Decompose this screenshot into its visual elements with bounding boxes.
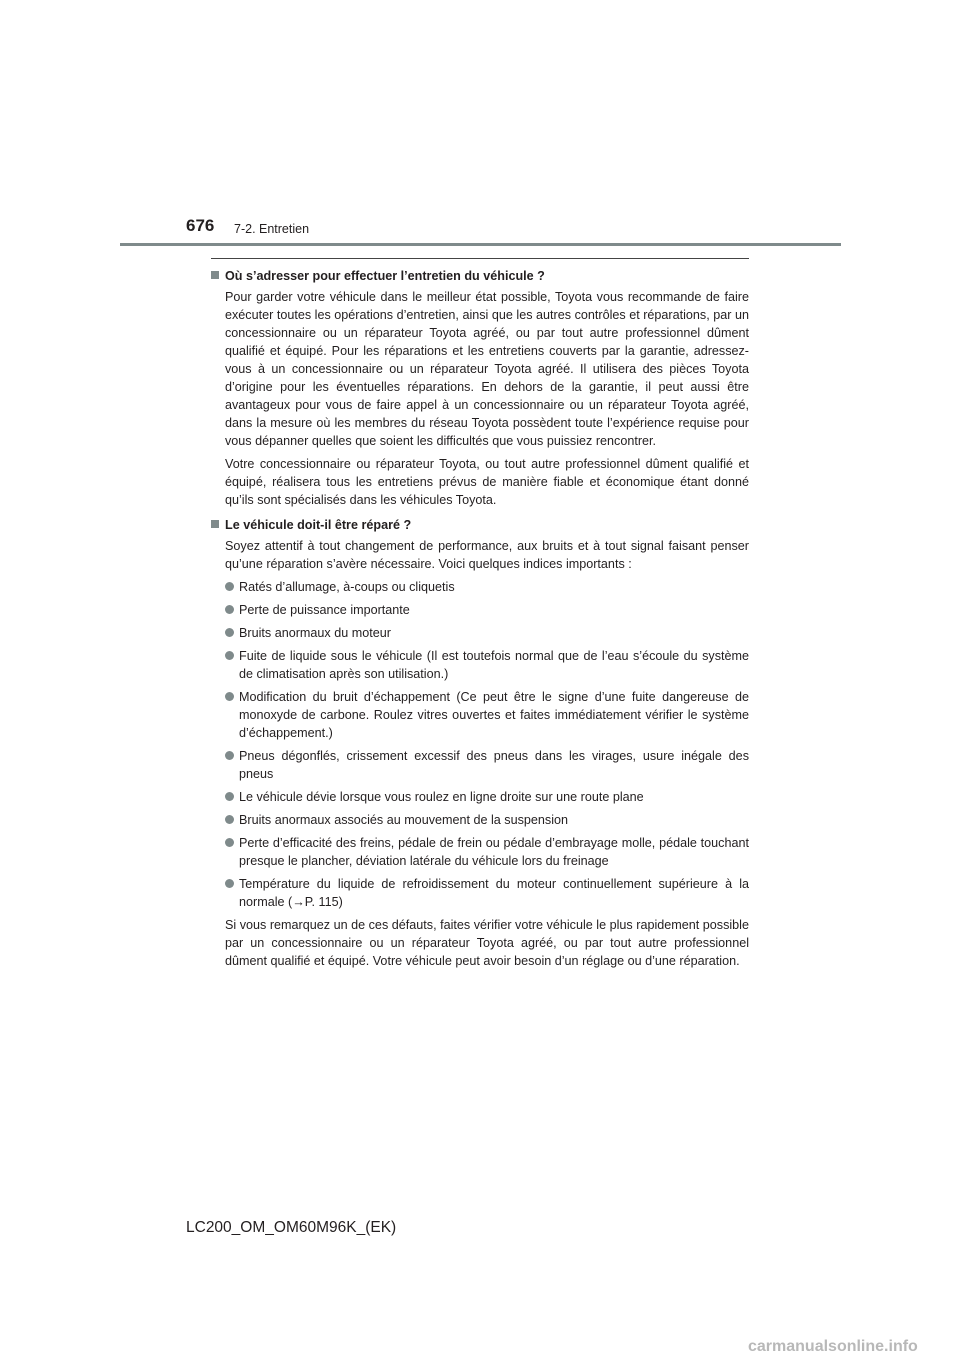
circle-bullet-icon (225, 605, 234, 614)
list-item (225, 601, 749, 619)
list-item-text: Le véhicule dévie lorsque vous roulez en ligne droite sur une route plane (239, 790, 644, 804)
list-item-text: Température du liquide de refroidissement du moteur continuellement supérieure à la normale (→P. 115) (239, 877, 749, 909)
paragraph-repair-outro: Si vous remarquez un de ces défauts, faites vérifier votre véhicule le plus rapidement possible par un concessionnaire ou un réparateur Toyota agréé, ou par tout autre professionnel dûment qualifié et équipé. Votre véhicule peut avoir besoin d’un réglage ou d’une réparation. (225, 918, 749, 968)
circle-bullet-icon (225, 838, 234, 847)
section-heading-repair-needed (211, 516, 749, 534)
list-item-text: Pneus dégonflés, crissement excessif des pneus dans les virages, usure inégale des pneus (239, 749, 749, 781)
square-bullet-icon (211, 271, 219, 279)
list-item-text: Perte de puissance importante (239, 603, 410, 617)
list-item-text: Perte d’efficacité des freins, pédale de frein ou pédale d’embrayage molle, pédale touchant presque le plancher, déviation latérale du véhicule lors du freinage (239, 836, 749, 868)
circle-bullet-icon (225, 879, 234, 888)
list-item-text: Bruits anormaux du moteur (239, 626, 391, 640)
list-item (225, 747, 749, 783)
page-content (211, 267, 749, 975)
circle-bullet-icon (225, 692, 234, 701)
list-item-text: Fuite de liquide sous le véhicule (Il est toutefois normal que de l’eau s’écoule du système de climatisation après son utilisation.) (239, 649, 749, 681)
circle-bullet-icon (225, 792, 234, 801)
circle-bullet-icon (225, 651, 234, 660)
paragraph-dealer-service: Votre concessionnaire ou réparateur Toyota, ou tout autre professionnel dûment qualifié et équipé, réalisera tous les entretiens prévus de manière fiable et économique étant donné qu’ils sont spécialisés dans les véhicules Toyota. (225, 457, 749, 507)
paragraph-repair-intro: Soyez attentif à tout changement de performance, aux bruits et à tout signal faisant penser qu’une réparation s’avère nécessaire. Voici quelques indices importants : (225, 539, 749, 571)
list-item (225, 688, 749, 742)
list-item (225, 834, 749, 870)
circle-bullet-icon (225, 751, 234, 760)
section-heading-maintenance (211, 267, 749, 285)
header-rule (120, 243, 841, 246)
list-item-text: Modification du bruit d’échappement (Ce peut être le signe d’une fuite dangereuse de monoxyde de carbone. Roulez vitres ouvertes et faites immédiatement vérifier le système d’échappement.) (239, 690, 749, 740)
list-item (225, 788, 749, 806)
list-item-text: Ratés d’allumage, à-coups ou cliquetis (239, 580, 455, 594)
list-item (225, 811, 749, 829)
list-item-text: Bruits anormaux associés au mouvement de la suspension (239, 813, 569, 827)
list-item (225, 647, 749, 683)
heading-text: Où s’adresser pour effectuer l’entretien du véhicule ? (225, 269, 545, 283)
list-item (225, 624, 749, 642)
circle-bullet-icon (225, 815, 234, 824)
list-item (225, 578, 749, 596)
square-bullet-icon (211, 520, 219, 528)
heading-text: Le véhicule doit-il être réparé ? (225, 518, 412, 532)
footer-model-code: LC200_OM_OM60M96K_(EK) (186, 1219, 397, 1236)
circle-bullet-icon (225, 582, 234, 591)
list-item (225, 875, 749, 911)
page-number: 676 (186, 216, 215, 235)
paragraph-maintenance-where: Pour garder votre véhicule dans le meilleur état possible, Toyota vous recommande de faire exécuter toutes les opérations d’entretien, ainsi que les autres contrôles et réparations, par un concessionnaire ou un réparateur Toyota agréé, ou par tout autre professionnel dûment qualifié et équipé. Pour les réparations et les entretiens couverts par la garantie, adressez-vous à un concessionnaire ou un réparateur Toyota agréé. Il utilisera des pièces Toyota d’origine pour les éventuelles réparations. En dehors de la garantie, il peut aussi être avantageux pour vous de faire appel à un concessionnaire ou un réparateur Toyota agréé, dans la mesure où les membres du réseau Toyota possèdent toute l’expérience requise pour vous dépanner quelles que soient les difficultés que vous puissiez rencontrer. (225, 290, 749, 448)
circle-bullet-icon (225, 628, 234, 637)
section-title: 7-2. Entretien (234, 222, 310, 236)
watermark: carmanualsonline.info (748, 1338, 918, 1355)
content-top-rule (211, 258, 749, 259)
